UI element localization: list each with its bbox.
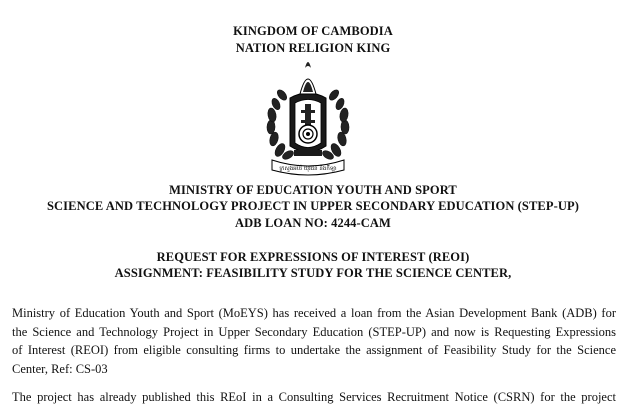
motto-heading: NATION RELIGION KING bbox=[235, 41, 391, 55]
paragraph-line: the Science and Technology Project in Upper Secondary Education (STEP-UP) and now is Requesting Expressions bbox=[12, 324, 616, 339]
project-heading: SCIENCE AND TECHNOLOGY PROJECT IN UPPER SECONDARY EDUCATION (STEP-UP) bbox=[47, 199, 579, 213]
assignment-title: ASSIGNMENT: FEASIBILITY STUDY FOR THE SCIENCE CENTER, bbox=[114, 266, 512, 280]
body-paragraph-2 bbox=[12, 388, 616, 407]
paragraph-line: Ministry of Education Youth and Sport (MoEYS) has received a loan from the Asian Development Bank (ADB) for bbox=[12, 306, 616, 320]
emblem-ribbon-text: ក្រសួងអប់រំ យុវជន និងកីឡា bbox=[279, 166, 337, 172]
loan-heading: ADB LOAN NO: 4244-CAM bbox=[235, 216, 391, 230]
reoi-title: REQUEST FOR EXPRESSIONS OF INTEREST (REOI) bbox=[156, 250, 470, 264]
royal-cambodia-emblem-icon bbox=[260, 54, 356, 178]
paragraph-line: of Interest (REOI) from eligible consulting firms to undertake the assignment of Feasibility Study for the Science bbox=[12, 343, 616, 357]
body-paragraph-1 bbox=[12, 304, 616, 378]
kingdom-heading: KINGDOM OF CAMBODIA bbox=[233, 24, 393, 38]
paragraph-line: Center, Ref: CS-03 bbox=[12, 361, 108, 376]
paragraph-line: The project has already published this REoI in a Consulting Services Recruitment Notice (CSRN) for the project bbox=[12, 390, 616, 404]
ministry-heading: MINISTRY OF EDUCATION YOUTH AND SPORT bbox=[169, 183, 457, 197]
